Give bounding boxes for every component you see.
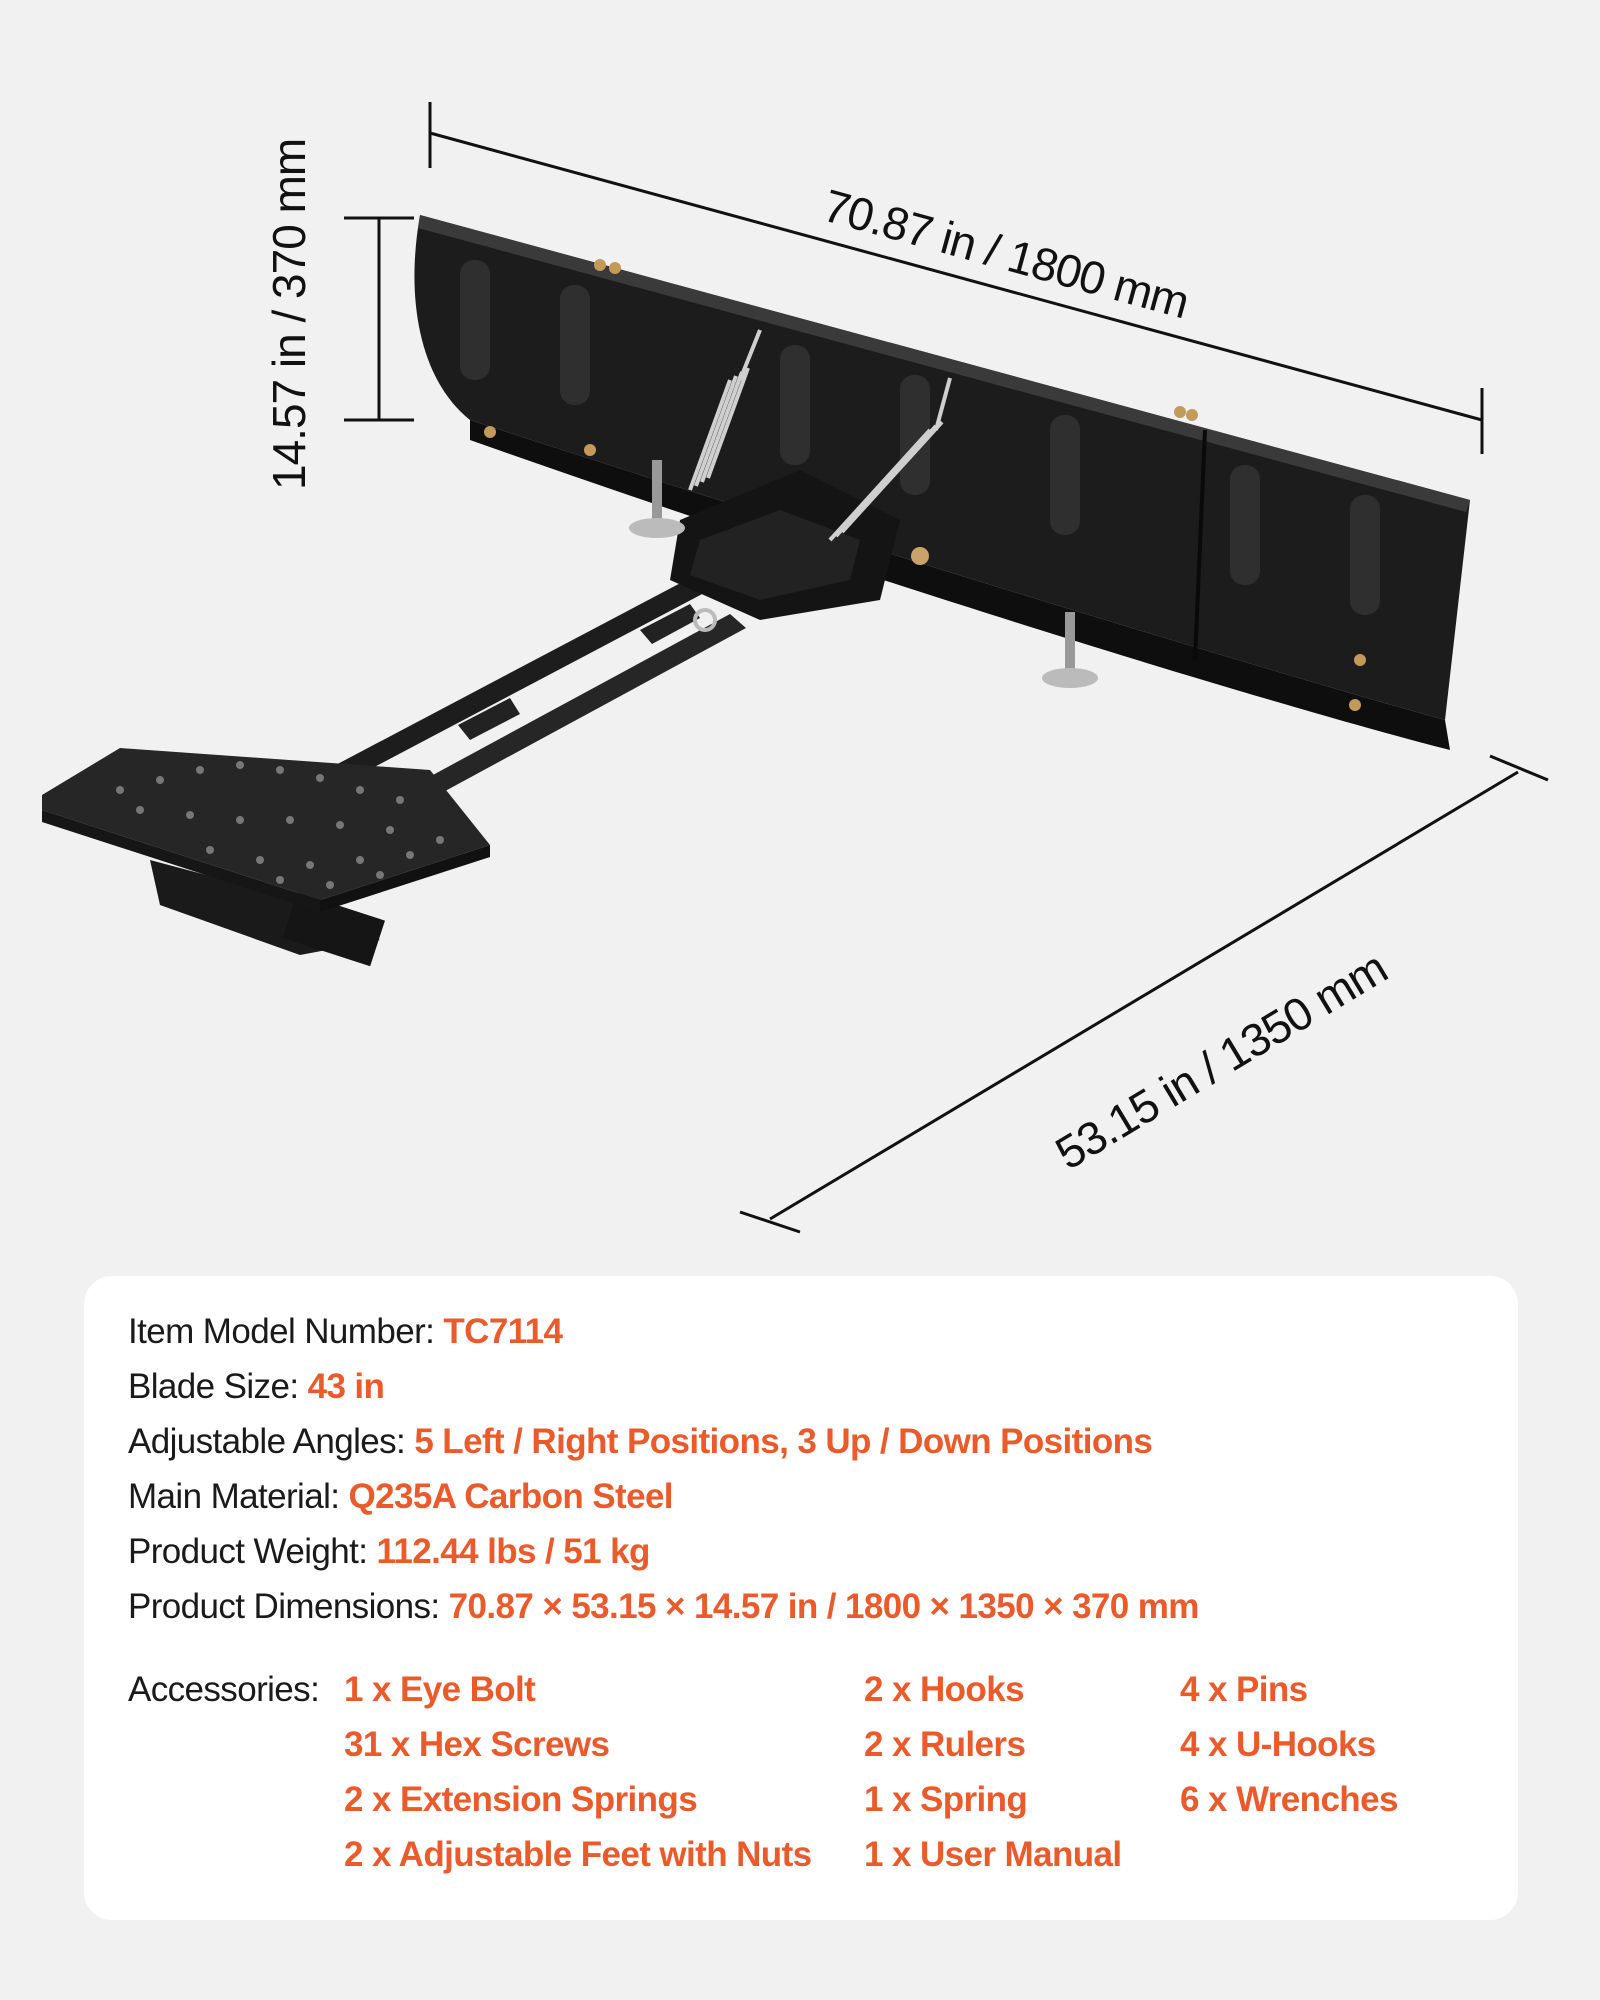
spec-product-dimensions: Product Dimensions: 70.87 × 53.15 × 14.57 in / 1800 × 1350 × 370 mm <box>128 1587 1199 1626</box>
spec-blade-size: Blade Size: 43 in <box>128 1367 385 1406</box>
accessory-item: 6 x Wrenches <box>1180 1780 1398 1819</box>
accessory-item: 2 x Hooks <box>864 1670 1024 1709</box>
plow-blade <box>414 215 1470 750</box>
accessory-item: 1 x Spring <box>864 1780 1028 1819</box>
accessory-item: 2 x Adjustable Feet with Nuts <box>344 1835 812 1874</box>
accessory-item: 4 x Pins <box>1180 1670 1308 1709</box>
accessory-item: 1 x User Manual <box>864 1835 1122 1874</box>
height-dimension-label: 14.57 in / 370 mm <box>263 138 315 490</box>
mounting-plate <box>42 748 490 966</box>
accessories-label: Accessories: <box>128 1670 320 1709</box>
spec-adjustable-angles: Adjustable Angles: 5 Left / Right Positions, 3 Up / Down Positions <box>128 1422 1153 1461</box>
depth-dimension-line <box>770 772 1518 1219</box>
spec-main-material: Main Material: Q235A Carbon Steel <box>128 1477 673 1516</box>
accessory-item: 2 x Rulers <box>864 1725 1026 1764</box>
spec-product-weight: Product Weight: 112.44 lbs / 51 kg <box>128 1532 650 1571</box>
spec-model-number: Item Model Number: TC7114 <box>128 1312 563 1351</box>
depth-dimension-label: 53.15 in / 1350 mm <box>1046 941 1396 1180</box>
width-dimension-label: 70.87 in / 1800 mm <box>818 178 1195 329</box>
specifications-card <box>84 1276 1518 1920</box>
accessory-item: 31 x Hex Screws <box>344 1725 610 1764</box>
accessory-item: 1 x Eye Bolt <box>344 1670 536 1709</box>
accessory-item: 2 x Extension Springs <box>344 1780 698 1819</box>
accessory-item: 4 x U-Hooks <box>1180 1725 1376 1764</box>
